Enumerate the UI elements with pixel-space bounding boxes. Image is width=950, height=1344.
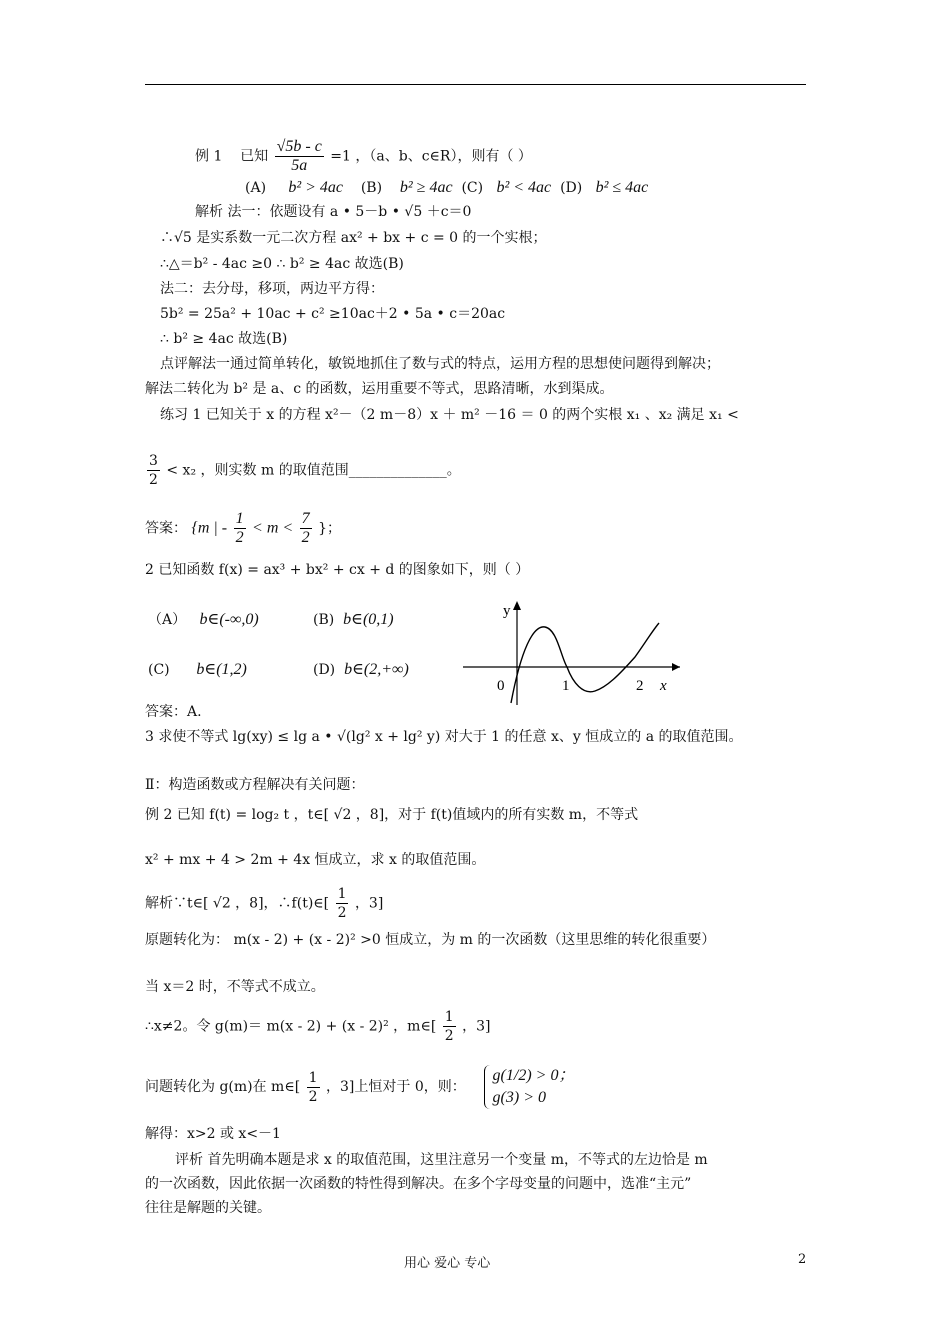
ans1-frac2: $\frac{7}{2}$ (301, 510, 310, 546)
let-fraction: $\frac{1}{2}$ (444, 1009, 454, 1044)
opt-c: b² < 4ac (496, 179, 552, 196)
sol-fraction: $\frac{1}{2}$ (337, 886, 347, 921)
q2-b: b∈(0,1) (343, 611, 394, 628)
ex2-let (145, 1008, 491, 1045)
system-eq2: g(3) > 0 (492, 1089, 546, 1106)
ex2-when: 当 x＝2 时，不等式不成立。 (145, 979, 325, 995)
opt-d-label: (D) (560, 180, 583, 196)
ex1-solution-line5: 5b² = 25a² + 10ac + c² ≥10ac＋2 • 5a • c＝20ac (160, 306, 506, 322)
q2-options-row2 (148, 660, 247, 680)
ex2-review-line2: 的一次函数，因此依据一次函数的特性得到解决。在多个字母变量的问题中，选准“主元” (145, 1176, 692, 1192)
y-label: y (503, 603, 511, 619)
ans1-pre: {m | - (191, 519, 228, 537)
ex1-options (245, 178, 648, 198)
prob-pre: 问题转化为 g(m)在 m∈[ (145, 1079, 301, 1095)
opt-c-label: (C) (461, 180, 484, 196)
let-post: ，3] (462, 1018, 491, 1035)
ex1-stem (195, 138, 532, 175)
q2-options-row1 (148, 610, 259, 630)
x-axis-arrow (672, 663, 680, 671)
tick-2-label: 2 (636, 678, 644, 694)
prob-post: ，3]上恒对于 0，则： (326, 1079, 466, 1095)
page-number: 2 (798, 1252, 807, 1267)
ex1-fraction: $\frac{√5b - c}{5a}$ (276, 138, 322, 174)
ex2-conversion: 原题转化为： m(x - 2) + (x - 2)² >0 恒成立，为 m 的一次函数（这里思维的转化很重要） (145, 932, 716, 948)
ex2-review-line3: 往往是解题的关键。 (145, 1200, 271, 1216)
q2-options-row1b (313, 610, 394, 630)
q2-a: b∈(-∞,0) (199, 611, 259, 628)
ex2-line1: 例 2 已知 f(t) = log₂ t ，t∈[ √2 ，8]，对于 f(t)值域内的所有实数 m，不等式 (145, 807, 639, 823)
q2-a-label: （A） (148, 612, 187, 628)
opt-a: b² > 4ac (288, 179, 344, 196)
ans1-frac1: $\frac{1}{2}$ (235, 510, 244, 546)
ex1-comment-line1: 点评解法一通过简单转化，敏锐地抓住了数与式的特点，运用方程的思想使问题得到解决； (160, 356, 720, 372)
ex1-solution-line4: 法二：去分母，移项，两边平方得： (160, 281, 384, 297)
tick-1-label: 1 (562, 678, 570, 694)
prob-fraction: $\frac{1}{2}$ (308, 1069, 318, 1105)
opt-b: b² ≥ 4ac (399, 179, 453, 196)
q2-b-label: (B) (313, 612, 335, 628)
practice-ans1 (145, 510, 341, 547)
ex2-line2: x² + mx + 4 > 2m + 4x 恒成立，求 x 的取值范围。 (145, 852, 486, 868)
q2-d-label: (D) (313, 662, 336, 678)
q2-d: b∈(2,+∞) (344, 661, 409, 678)
cubic-graph (455, 595, 690, 705)
practice-q1-line2 (145, 452, 461, 489)
let-pre: ∴x≠2。令 g(m)＝ m(x - 2) + (x - 2)² ，m∈[ (145, 1018, 437, 1035)
ex1-solution-line3: ∴△＝b² - 4ac ≥0 ∴ b² ≥ 4ac 故选(B) (160, 256, 404, 272)
opt-d: b² ≤ 4ac (595, 179, 649, 196)
inequality-system (484, 1065, 575, 1109)
ans1-mid: < m < (252, 519, 294, 537)
y-axis-arrow (513, 601, 521, 610)
q2-options-row2b (313, 660, 409, 680)
q2-c-label: (C) (148, 662, 170, 678)
opt-a-label: (A) (245, 180, 267, 196)
q1-rest: < x₂ ，则实数 m 的取值范围______________。 (166, 462, 461, 479)
ex2-solution (145, 885, 383, 922)
system-eq1: g(1/2) > 0； (492, 1067, 575, 1084)
q2-c: b∈(1,2) (196, 661, 247, 678)
ex2-review-line1: 评析 首先明确本题是求 x 的取值范围，这里注意另一个变量 m，不等式的左边恰是 m (175, 1152, 708, 1168)
origin-label: 0 (497, 678, 505, 694)
practice-q1-line1: 练习 1 已知关于 x 的方程 x²－（2 m－8）x ＋ m² －16 ＝ 0 的两个实根 x₁ 、x₂ 满足 x₁ < (160, 407, 739, 423)
sol-post: ，3] (354, 895, 384, 912)
ex1-solution-line2: ∴√5 是实系数一元二次方程 ax² + bx + c = 0 的一个实根； (160, 230, 547, 246)
ex2-result: 解得：x>2 或 x<－1 (145, 1126, 281, 1142)
ex1-solution-line6: ∴ b² ≥ 4ac 故选(B) (160, 331, 288, 347)
sol-pre: 解析∵t∈[ √2 ，8]，∴f(t)∈[ (145, 895, 330, 912)
ex1-comment-line2: 解法二转化为 b² 是 a、c 的函数，运用重要不等式，思路清晰，水到渠成。 (145, 381, 614, 397)
opt-b-label: (B) (360, 180, 383, 196)
ex2-problem (145, 1065, 574, 1109)
x-label: x (660, 678, 667, 694)
section2-title: Ⅱ：构造函数或方程解决有关问题： (145, 777, 365, 793)
ans1-post: }； (318, 520, 342, 537)
ans1-label: 答案： (145, 520, 187, 537)
ex1-prefix: 已知 (240, 148, 269, 165)
practice-q3: 3 求使不等式 lg(xy) ≤ lg a • √(lg² x + lg² y) 对大于 1 的任意 x、y 恒成立的 a 的取值范围。 (145, 729, 743, 745)
footer-text: 用心 爱心 专心 (404, 1256, 491, 1271)
practice-ans2: 答案：A. (145, 704, 202, 720)
ex1-label: 例 1 (195, 148, 223, 165)
ex1-solution-line1: 解析 法一：依题设有 a • 5－b • √5 ＋c＝0 (195, 204, 472, 220)
practice-q2: 2 已知函数 f(x) = ax³ + bx² + cx + d 的图象如下，则（ ） (145, 562, 530, 578)
header-rule (145, 84, 806, 85)
q1-fraction: $\frac{3}{2}$ (149, 453, 158, 488)
ex1-eq: =1 ，（a、b、c∈R），则有（ ） (330, 148, 532, 165)
